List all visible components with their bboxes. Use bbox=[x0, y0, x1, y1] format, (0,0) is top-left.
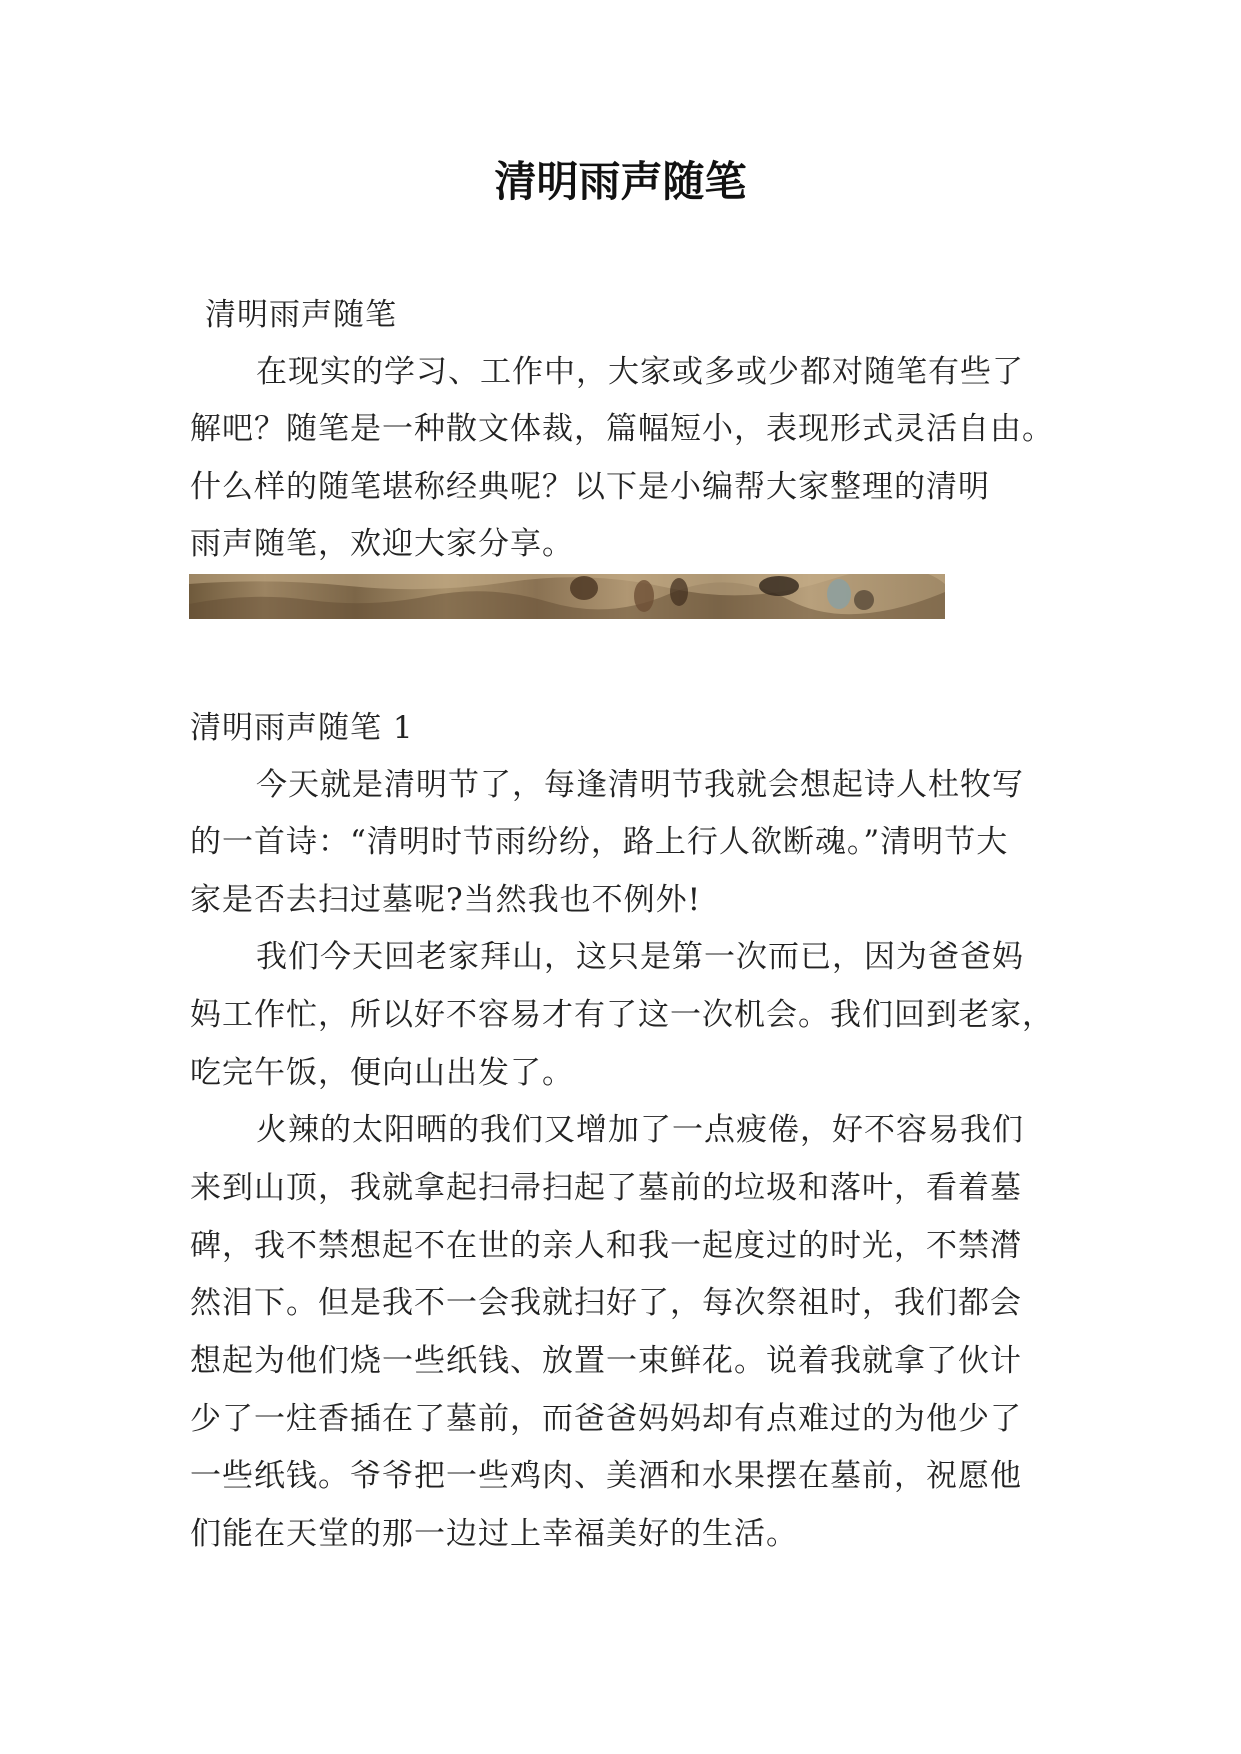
section-heading: 清明雨声随笔 1 bbox=[190, 710, 414, 746]
paragraph-line: 少了一炷香插在了墓前，而爸爸妈妈却有点难过的为他少了 bbox=[190, 1401, 1022, 1437]
paragraph-line: 然泪下。但是我不一会我就扫好了，每次祭祖时，我们都会 bbox=[190, 1285, 1022, 1321]
painting-illustration bbox=[189, 574, 945, 619]
intro-line: 在现实的学习、工作中，大家或多或少都对随笔有些了 bbox=[256, 354, 1024, 390]
subtitle: 清明雨声随笔 bbox=[205, 297, 397, 333]
paragraph-line: 火辣的太阳晒的我们又增加了一点疲倦，好不容易我们 bbox=[256, 1112, 1024, 1148]
paragraph-line: 们能在天堂的那一边过上幸福美好的生活。 bbox=[190, 1516, 798, 1552]
paragraph-line: 来到山顶，我就拿起扫帚扫起了墓前的垃圾和落叶，看着墓 bbox=[190, 1170, 1022, 1206]
paragraph-line: 家是否去扫过墓呢?当然我也不例外! bbox=[190, 882, 702, 918]
paragraph-line: 今天就是清明节了，每逢清明节我就会想起诗人杜牧写 bbox=[256, 767, 1024, 803]
paragraph-line: 我们今天回老家拜山，这只是第一次而已，因为爸爸妈 bbox=[256, 939, 1024, 975]
banner-image bbox=[189, 574, 945, 619]
paragraph-line: 一些纸钱。爷爷把一些鸡肉、美酒和水果摆在墓前，祝愿他 bbox=[190, 1458, 1022, 1494]
paragraph-line: 吃完午饭，便向山出发了。 bbox=[190, 1055, 574, 1091]
paragraph-line: 想起为他们烧一些纸钱、放置一束鲜花。说着我就拿了伙计 bbox=[190, 1343, 1022, 1379]
document-title: 清明雨声随笔 bbox=[494, 157, 747, 206]
intro-line: 什么样的随笔堪称经典呢？以下是小编帮大家整理的清明 bbox=[190, 469, 990, 505]
intro-line: 雨声随笔，欢迎大家分享。 bbox=[190, 526, 574, 562]
intro-line: 解吧？随笔是一种散文体裁，篇幅短小，表现形式灵活自由。 bbox=[190, 411, 1054, 447]
paragraph-line: 妈工作忙，所以好不容易才有了这一次机会。我们回到老家， bbox=[190, 997, 1054, 1033]
paragraph-line: 碑，我不禁想起不在世的亲人和我一起度过的时光，不禁潸 bbox=[190, 1228, 1022, 1264]
paragraph-line: 的一首诗：“清明时节雨纷纷，路上行人欲断魂。”清明节大 bbox=[190, 824, 1009, 860]
